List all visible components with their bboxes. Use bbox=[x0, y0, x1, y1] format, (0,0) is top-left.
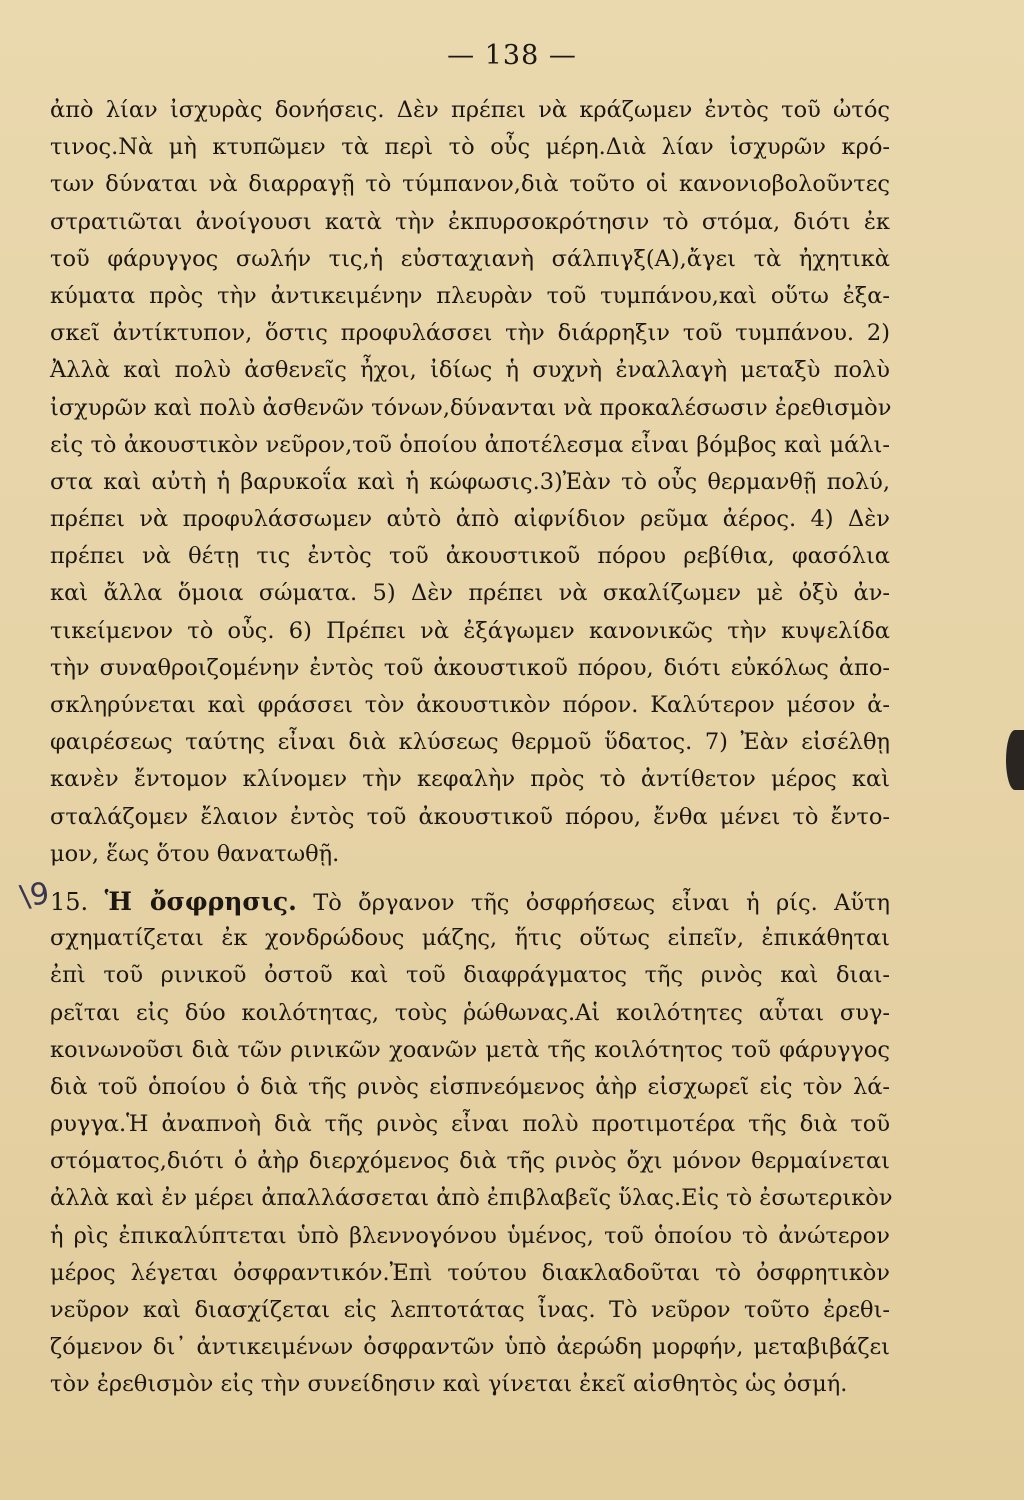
text-line: τινος.Νὰ μὴ κτυπῶμεν τὰ περὶ τὸ οὖς μέρη.Διὰ λίαν ἰσχυρῶν κρό- bbox=[50, 134, 890, 161]
page-edge-stain bbox=[1006, 730, 1024, 790]
text-line: στρατιῶται ἀνοίγουσι κατὰ τὴν ἐκπυρσοκρότησιν τὸ στόμα, διότι ἐκ bbox=[50, 208, 890, 235]
section-first-line bbox=[50, 883, 890, 920]
section-title: Ἡ ὄσφρησις. bbox=[104, 886, 297, 916]
text-line: κανὲν ἔντομον κλίνομεν τὴν κεφαλὴν πρὸς τὸ ἀντίθετον μέρος καὶ bbox=[50, 766, 890, 793]
text-line: ζόμενον δι᾿ ἀντικειμένων ὀσφραντῶν ὑπὸ ἀερώδη μορφήν, μεταβιβάζει bbox=[50, 1334, 890, 1361]
text-line: των δύναται νὰ διαρραγῇ τὸ τύμπανον,διὰ τοῦτο οἱ κανονιοβολοῦντες bbox=[50, 171, 890, 198]
handwritten-margin-mark: \9 bbox=[17, 876, 52, 915]
text-line: στόματος,διότι ὁ ἀὴρ διερχόμενος διὰ τῆς ρινὸς ὄχι μόνον θερμαίνεται bbox=[50, 1148, 890, 1175]
text-line: κύματα πρὸς τὴν ἀντικειμένην πλευρὰν τοῦ τυμπάνου,καὶ οὕτω ἐξα- bbox=[50, 282, 890, 309]
page-number: — 138 — bbox=[447, 40, 577, 71]
text-line: τοῦ φάρυγγος σωλήν τις,ἡ εὐσταχιανὴ σάλπιγξ(Α),ἄγει τὰ ἠχητικὰ bbox=[50, 245, 890, 272]
text-line: σκεῖ ἀντίκτυπον, ὅστις προφυλάσσει τὴν διάρρηξιν τοῦ τυμπάνου. 2) bbox=[50, 320, 890, 347]
text-line: ἀλλὰ καὶ ἐν μέρει ἀπαλλάσσεται ἀπὸ ἐπιβλαβεῖς ὕλας.Εἰς τὸ ἐσωτερικὸν bbox=[50, 1185, 893, 1212]
section-body bbox=[50, 920, 893, 1403]
text-line: σχηματίζεται ἐκ χονδρώδους μάζης, ἥτις οὕτως εἰπεῖν, ἐπικάθηται bbox=[50, 925, 890, 952]
text-line: φαιρέσεως ταύτης εἶναι διὰ κλύσεως θερμοῦ ὕδατος. 7) Ἐὰν εἰσέλθῃ bbox=[50, 729, 890, 756]
text-line: ρυγγα.Ἡ ἀναπνοὴ διὰ τῆς ρινὸς εἶναι πολὺ προτιμοτέρα τῆς διὰ τοῦ bbox=[50, 1111, 890, 1138]
text-line: τὴν συναθροιζομένην ἐντὸς τοῦ ἀκουστικοῦ πόρου, διότι εὐκόλως ἀπο- bbox=[50, 654, 890, 681]
text-line: τὸν ἐρεθισμὸν εἰς τὴν συνείδησιν καὶ γίνεται ἐκεῖ αἰσθητὸς ὡς ὀσμή. bbox=[50, 1371, 848, 1398]
text-line: μέρος λέγεται ὀσφραντικόν.Ἐπὶ τούτου διακλαδοῦται τὸ ὀσφρητικὸν bbox=[50, 1259, 890, 1286]
text-line: σταλάζομεν ἔλαιον ἐντὸς τοῦ ἀκουστικοῦ πόρου, ἔνθα μένει τὸ ἔντο- bbox=[50, 803, 890, 830]
text-line: τικείμενον τὸ οὖς. 6) Πρέπει νὰ ἐξάγωμεν κανονικῶς τὴν κυψελίδα bbox=[50, 617, 890, 644]
text-line: καὶ ἄλλα ὅμοια σώματα. 5) Δὲν πρέπει νὰ σκαλίζωμεν μὲ ὀξὺ ἀν- bbox=[50, 580, 890, 607]
text-line: στα καὶ αὐτὴ ἡ βαρυκοΐα καὶ ἡ κώφωσις.3)Ἐὰν τὸ οὖς θερμανθῇ πολύ, bbox=[50, 468, 890, 495]
text-line: πρέπει νὰ θέτῃ τις ἐντὸς τοῦ ἀκουστικοῦ πόρου ρεβίθια, φασόλια bbox=[50, 543, 890, 570]
section-first-line-text: Τὸ ὄργανον τῆς ὀσφρήσεως εἶναι ἡ ρίς. Αὕτη bbox=[313, 889, 890, 916]
text-line: διὰ τοῦ ὁποίου ὁ διὰ τῆς ρινὸς εἰσπνεόμενος ἀὴρ εἰσχωρεῖ εἰς τὸν λά- bbox=[50, 1073, 890, 1100]
text-line: ἡ ρὶς ἐπικαλύπτεται ὑπὸ βλεννογόνου ὑμένος, τοῦ ὁποίου τὸ ἀνώτερον bbox=[50, 1222, 890, 1249]
text-line: πρέπει νὰ προφυλάσσωμεν αὐτὸ ἀπὸ αἰφνίδιον ρεῦμα ἀέρος. 4) Δὲν bbox=[50, 506, 890, 533]
text-line: εἰς τὸ ἀκουστικὸν νεῦρον,τοῦ ὁποίου ἀποτέλεσμα εἶναι βόμβος καὶ μάλι- bbox=[50, 431, 890, 458]
text-line: ἐπὶ τοῦ ρινικοῦ ὀστοῦ καὶ τοῦ διαφράγματος τῆς ρινὸς καὶ διαι- bbox=[50, 962, 890, 989]
text-line: σκληρύνεται καὶ φράσσει τὸν ἀκουστικὸν πόρον. Καλύτερον μέσον ἀ- bbox=[50, 692, 890, 718]
paragraph-ear-care bbox=[50, 92, 890, 873]
text-line: Ἀλλὰ καὶ πολὺ ἀσθενεῖς ἦχοι, ἰδίως ἡ συχνὴ ἐναλλαγὴ μεταξὺ πολὺ bbox=[50, 357, 890, 384]
section-15 bbox=[50, 883, 893, 1404]
body-text bbox=[50, 92, 893, 1404]
text-line: νεῦρον καὶ διασχίζεται εἰς λεπτοτάτας ἶνας. Τὸ νεῦρον τοῦτο ἐρεθι- bbox=[50, 1297, 890, 1323]
text-line: κοινωνοῦσι διὰ τῶν ρινικῶν χοανῶν μετὰ τῆς κοιλότητος τοῦ φάρυγγος bbox=[50, 1036, 890, 1063]
text-line: ρεῖται εἰς δύο κοιλότητας, τοὺς ῥώθωνας.Αἱ κοιλότητες αὗται συγ- bbox=[50, 999, 890, 1026]
text-line: ἰσχυρῶν καὶ πολὺ ἀσθενῶν τόνων,δύνανται νὰ προκαλέσωσιν ἐρεθισμὸν bbox=[50, 394, 892, 421]
text-line: μον, ἕως ὅτου θανατωθῇ. bbox=[50, 840, 340, 867]
text-line: ἀπὸ λίαν ἰσχυρὰς δονήσεις. Δὲν πρέπει νὰ κράζωμεν ἐντὸς τοῦ ὠτός bbox=[50, 97, 890, 123]
section-number: 15. bbox=[50, 887, 89, 916]
